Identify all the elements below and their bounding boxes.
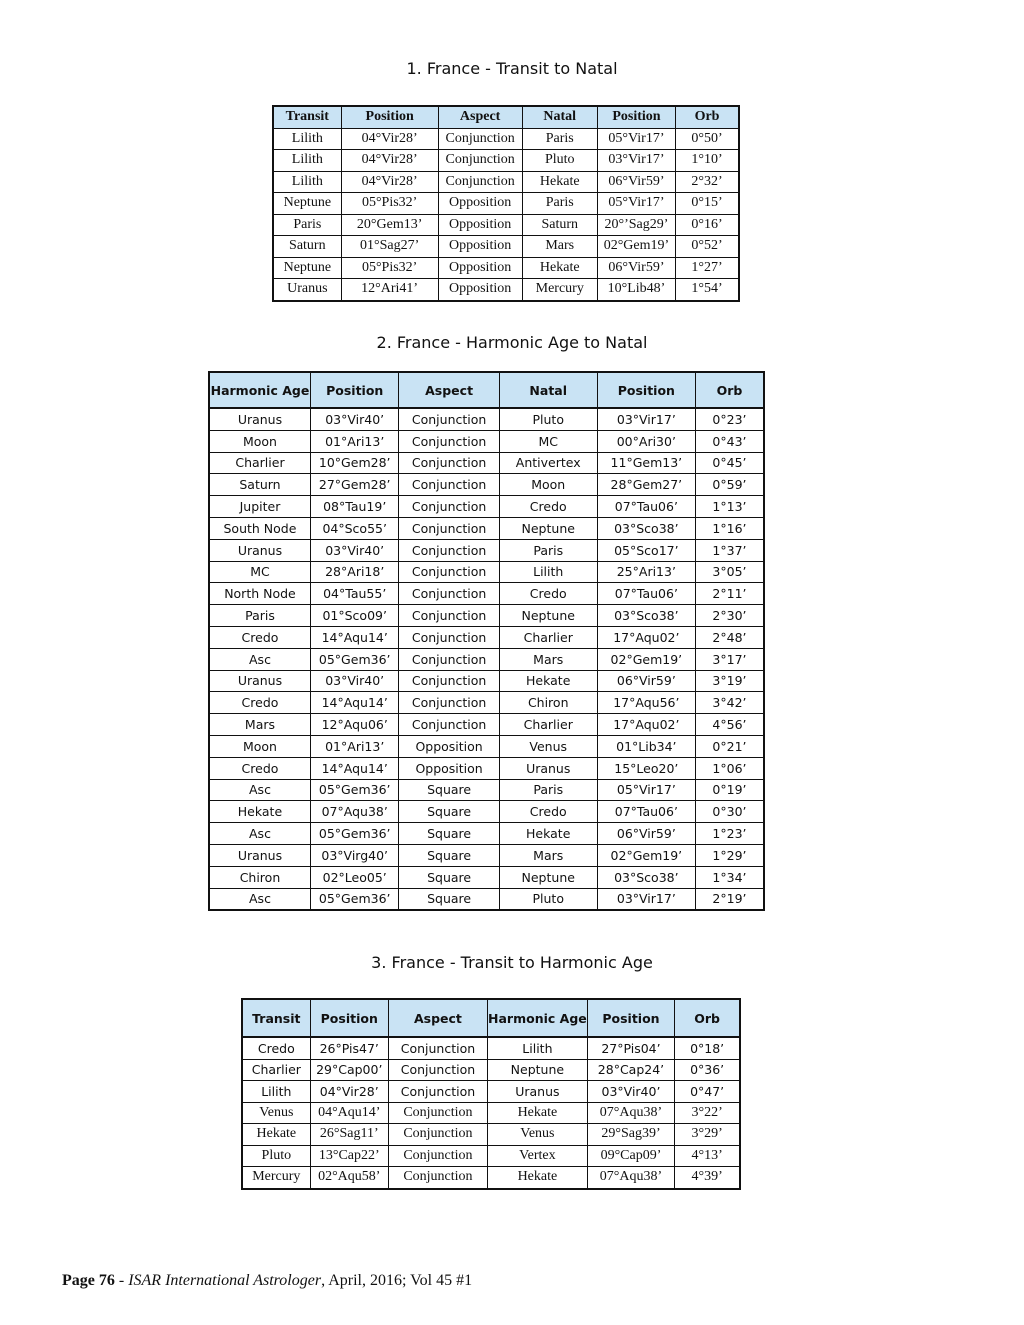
table-cell: 1°29’ bbox=[695, 844, 764, 866]
table-cell: 10°Lib48’ bbox=[597, 279, 675, 301]
table-cell: 4°13’ bbox=[675, 1145, 740, 1167]
table-cell: 1°37’ bbox=[695, 539, 764, 561]
table-cell: 05°Vir17’ bbox=[597, 128, 675, 150]
table-cell: 03°Vir17’ bbox=[597, 150, 675, 172]
table-cell: Neptune bbox=[273, 193, 341, 215]
table-cell: Hekate bbox=[522, 171, 597, 193]
table-cell: 05°Vir17’ bbox=[597, 193, 675, 215]
table-cell: Conjunction bbox=[388, 1037, 487, 1059]
table-cell: Chiron bbox=[499, 692, 597, 714]
table-cell: Lilith bbox=[242, 1081, 310, 1103]
table-row bbox=[209, 583, 764, 605]
table-cell: 0°45’ bbox=[695, 452, 764, 474]
table-cell: Venus bbox=[488, 1124, 588, 1146]
table-cell: Conjunction bbox=[399, 605, 499, 627]
table-cell: Hekate bbox=[499, 823, 597, 845]
table-cell: 02°Leo05’ bbox=[310, 866, 399, 888]
table-cell: 03°Sco38’ bbox=[597, 517, 695, 539]
table-cell: Neptune bbox=[488, 1059, 588, 1081]
table-cell: Moon bbox=[209, 430, 310, 452]
table-cell: 01°Sco09’ bbox=[310, 605, 399, 627]
table-cell: 05°Gem36’ bbox=[310, 888, 399, 910]
table-cell: 20°’Sag29’ bbox=[597, 214, 675, 236]
column-header: Harmonic Age bbox=[488, 999, 588, 1037]
table-header-row bbox=[209, 372, 764, 408]
column-header: Position bbox=[587, 999, 674, 1037]
table-cell: 01°Ari13’ bbox=[310, 430, 399, 452]
table-cell: 1°06’ bbox=[695, 757, 764, 779]
table-cell: Square bbox=[399, 779, 499, 801]
table-row bbox=[209, 517, 764, 539]
table-cell: Opposition bbox=[399, 757, 499, 779]
table-row bbox=[273, 150, 739, 172]
table-row bbox=[273, 193, 739, 215]
table-row bbox=[242, 1167, 740, 1189]
table-cell: 14°Aqu14’ bbox=[310, 626, 399, 648]
table-cell: 05°Gem36’ bbox=[310, 779, 399, 801]
table-row bbox=[242, 1037, 740, 1059]
table-cell: Conjunction bbox=[388, 1059, 487, 1081]
transit-to-harmonic-age-table bbox=[241, 998, 741, 1190]
table-row bbox=[209, 452, 764, 474]
publication-name: ISAR International Astrologer bbox=[128, 1272, 322, 1289]
table-cell: 0°23’ bbox=[695, 408, 764, 430]
table-cell: 04°Tau55’ bbox=[310, 583, 399, 605]
table-cell: Conjunction bbox=[399, 583, 499, 605]
table-cell: 03°Vir40’ bbox=[587, 1081, 674, 1103]
table-cell: Lilith bbox=[273, 171, 341, 193]
table-cell: 03°Sco38’ bbox=[597, 605, 695, 627]
table-cell: Mercury bbox=[522, 279, 597, 301]
table-cell: 28°Gem27’ bbox=[597, 474, 695, 496]
table-cell: Paris bbox=[522, 193, 597, 215]
footer-separator: - bbox=[114, 1272, 129, 1289]
table-cell: 07°Tau06’ bbox=[597, 496, 695, 518]
table-cell: Lilith bbox=[273, 150, 341, 172]
table-cell: 07°Aqu38’ bbox=[587, 1167, 674, 1189]
table-cell: Conjunction bbox=[399, 648, 499, 670]
table-cell: 02°Gem19’ bbox=[597, 648, 695, 670]
table-cell: Uranus bbox=[488, 1081, 588, 1103]
table-cell: Saturn bbox=[273, 236, 341, 258]
table-cell: 10°Gem28’ bbox=[310, 452, 399, 474]
table-cell: 4°56’ bbox=[695, 714, 764, 736]
table-cell: Pluto bbox=[242, 1145, 310, 1167]
table-cell: 03°Vir40’ bbox=[310, 408, 399, 430]
table-cell: 05°Sco17’ bbox=[597, 539, 695, 561]
table-cell: Credo bbox=[499, 496, 597, 518]
table-cell: Conjunction bbox=[388, 1102, 487, 1124]
table-row bbox=[209, 670, 764, 692]
table-cell: Hekate bbox=[242, 1124, 310, 1146]
table-cell: Moon bbox=[209, 735, 310, 757]
table-cell: Neptune bbox=[499, 605, 597, 627]
table-row bbox=[209, 430, 764, 452]
table-row bbox=[273, 279, 739, 301]
table-cell: 1°23’ bbox=[695, 823, 764, 845]
table-cell: Neptune bbox=[499, 517, 597, 539]
table-cell: Asc bbox=[209, 779, 310, 801]
table-cell: Hekate bbox=[488, 1167, 588, 1189]
table-cell: 28°Cap24’ bbox=[587, 1059, 674, 1081]
table-cell: 3°22’ bbox=[675, 1102, 740, 1124]
table-cell: 2°11’ bbox=[695, 583, 764, 605]
table-row bbox=[209, 605, 764, 627]
table-cell: 20°Gem13’ bbox=[341, 214, 438, 236]
table-cell: 03°Vir17’ bbox=[597, 888, 695, 910]
table-cell: Conjunction bbox=[399, 626, 499, 648]
table-cell: Uranus bbox=[209, 408, 310, 430]
table-cell: 14°Aqu14’ bbox=[310, 757, 399, 779]
table-cell: MC bbox=[499, 430, 597, 452]
table-cell: 05°Gem36’ bbox=[310, 823, 399, 845]
table-cell: 07°Aqu38’ bbox=[587, 1102, 674, 1124]
table-cell: 29°Cap00’ bbox=[310, 1059, 388, 1081]
table-cell: MC bbox=[209, 561, 310, 583]
table-cell: 27°Gem28’ bbox=[310, 474, 399, 496]
table-cell: 12°Ari41’ bbox=[341, 279, 438, 301]
table-cell: Conjunction bbox=[399, 474, 499, 496]
table-cell: 3°19’ bbox=[695, 670, 764, 692]
table-cell: 17°Aqu02’ bbox=[597, 626, 695, 648]
table-cell: Hekate bbox=[499, 670, 597, 692]
table-row bbox=[242, 1145, 740, 1167]
table-row bbox=[209, 648, 764, 670]
table-row bbox=[242, 1081, 740, 1103]
column-header: Natal bbox=[522, 106, 597, 128]
table-cell: 4°39’ bbox=[675, 1167, 740, 1189]
table-cell: Lilith bbox=[499, 561, 597, 583]
table-cell: Conjunction bbox=[399, 539, 499, 561]
table-cell: 0°52’ bbox=[676, 236, 739, 258]
table-cell: Pluto bbox=[499, 408, 597, 430]
table-cell: 04°Aqu14’ bbox=[310, 1102, 388, 1124]
table-cell: Mars bbox=[522, 236, 597, 258]
table-row bbox=[209, 539, 764, 561]
table-cell: 28°Ari18’ bbox=[310, 561, 399, 583]
table-cell: Conjunction bbox=[388, 1167, 487, 1189]
table-row bbox=[209, 866, 764, 888]
table-cell: 17°Aqu56’ bbox=[597, 692, 695, 714]
table-cell: 2°30’ bbox=[695, 605, 764, 627]
table-cell: Venus bbox=[242, 1102, 310, 1124]
table-cell: Square bbox=[399, 866, 499, 888]
table-cell: Hekate bbox=[209, 801, 310, 823]
table-cell: Uranus bbox=[209, 539, 310, 561]
table-cell: Moon bbox=[499, 474, 597, 496]
table-cell: Conjunction bbox=[399, 430, 499, 452]
table-cell: Opposition bbox=[438, 236, 522, 258]
table-cell: Uranus bbox=[273, 279, 341, 301]
table-cell: 05°Gem36’ bbox=[310, 648, 399, 670]
table-cell: Credo bbox=[209, 692, 310, 714]
table-row bbox=[209, 888, 764, 910]
column-header: Aspect bbox=[388, 999, 487, 1037]
table-cell: 12°Aqu06’ bbox=[310, 714, 399, 736]
table-cell: 02°Gem19’ bbox=[597, 844, 695, 866]
table-row bbox=[209, 692, 764, 714]
table-cell: 01°Sag27’ bbox=[341, 236, 438, 258]
table-cell: Conjunction bbox=[399, 714, 499, 736]
table-cell: 1°13’ bbox=[695, 496, 764, 518]
table-cell: Pluto bbox=[499, 888, 597, 910]
table-cell: 15°Leo20’ bbox=[597, 757, 695, 779]
table-cell: Square bbox=[399, 801, 499, 823]
table-cell: 06°Vir59’ bbox=[597, 171, 675, 193]
table-cell: 1°54’ bbox=[676, 279, 739, 301]
table-cell: 07°Aqu38’ bbox=[310, 801, 399, 823]
table-cell: 09°Cap09’ bbox=[587, 1145, 674, 1167]
table-cell: Pluto bbox=[522, 150, 597, 172]
table-cell: Paris bbox=[522, 128, 597, 150]
table-row bbox=[209, 714, 764, 736]
column-header: Aspect bbox=[438, 106, 522, 128]
table-cell: 06°Vir59’ bbox=[597, 823, 695, 845]
table-cell: Lilith bbox=[488, 1037, 588, 1059]
table-cell: 03°Sco38’ bbox=[597, 866, 695, 888]
table-cell: Mars bbox=[499, 648, 597, 670]
table-cell: North Node bbox=[209, 583, 310, 605]
table-cell: 1°34’ bbox=[695, 866, 764, 888]
section-2-heading: 2. France - Harmonic Age to Natal bbox=[376, 333, 648, 352]
table-cell: Conjunction bbox=[399, 496, 499, 518]
table-cell: Credo bbox=[209, 757, 310, 779]
table-row bbox=[209, 496, 764, 518]
table-cell: Conjunction bbox=[399, 408, 499, 430]
column-header: Orb bbox=[675, 999, 740, 1037]
table-cell: Saturn bbox=[522, 214, 597, 236]
table-cell: Paris bbox=[499, 779, 597, 801]
table-row bbox=[273, 171, 739, 193]
table-cell: 04°Vir28’ bbox=[310, 1081, 388, 1103]
table-cell: Conjunction bbox=[399, 517, 499, 539]
table-header-row bbox=[242, 999, 740, 1037]
table-row bbox=[209, 626, 764, 648]
table-cell: 07°Tau06’ bbox=[597, 801, 695, 823]
table-cell: Conjunction bbox=[438, 150, 522, 172]
table-cell: Asc bbox=[209, 823, 310, 845]
table-cell: 03°Vir40’ bbox=[310, 539, 399, 561]
table-row bbox=[209, 779, 764, 801]
column-header: Natal bbox=[499, 372, 597, 408]
table-row bbox=[209, 823, 764, 845]
table-cell: Charlier bbox=[499, 714, 597, 736]
table-row bbox=[209, 757, 764, 779]
table-cell: Charlier bbox=[499, 626, 597, 648]
table-cell: Square bbox=[399, 844, 499, 866]
table-cell: 27°Pis04’ bbox=[587, 1037, 674, 1059]
column-header: Position bbox=[341, 106, 438, 128]
table-cell: 07°Tau06’ bbox=[597, 583, 695, 605]
table-cell: 01°Ari13’ bbox=[310, 735, 399, 757]
table-cell: Opposition bbox=[438, 193, 522, 215]
table-row bbox=[273, 236, 739, 258]
table-cell: Conjunction bbox=[399, 561, 499, 583]
table-cell: 02°Gem19’ bbox=[597, 236, 675, 258]
table-cell: Conjunction bbox=[388, 1081, 487, 1103]
table-cell: 1°16’ bbox=[695, 517, 764, 539]
column-header: Position bbox=[597, 372, 695, 408]
table-cell: 0°36’ bbox=[675, 1059, 740, 1081]
table-cell: Mars bbox=[499, 844, 597, 866]
table-cell: Conjunction bbox=[438, 171, 522, 193]
table-cell: 1°10’ bbox=[676, 150, 739, 172]
table-row bbox=[209, 408, 764, 430]
table-cell: 0°16’ bbox=[676, 214, 739, 236]
table-row bbox=[209, 474, 764, 496]
table-cell: 0°59’ bbox=[695, 474, 764, 496]
table-cell: Square bbox=[399, 888, 499, 910]
table-cell: 05°Vir17’ bbox=[597, 779, 695, 801]
table-cell: Hekate bbox=[488, 1102, 588, 1124]
table-cell: 3°17’ bbox=[695, 648, 764, 670]
table-cell: 03°Vir17’ bbox=[597, 408, 695, 430]
section-3-heading: 3. France - Transit to Harmonic Age bbox=[371, 953, 653, 972]
table-cell: 06°Vir59’ bbox=[597, 670, 695, 692]
table-cell: 0°18’ bbox=[675, 1037, 740, 1059]
table-row bbox=[209, 844, 764, 866]
table-cell: 0°15’ bbox=[676, 193, 739, 215]
table-cell: 25°Ari13’ bbox=[597, 561, 695, 583]
table-cell: 03°Virg40’ bbox=[310, 844, 399, 866]
table-cell: Neptune bbox=[273, 257, 341, 279]
column-header: Harmonic Age bbox=[209, 372, 310, 408]
table-cell: Vertex bbox=[488, 1145, 588, 1167]
table-header-row bbox=[273, 106, 739, 128]
table-cell: 13°Cap22’ bbox=[310, 1145, 388, 1167]
table-cell: 2°32’ bbox=[676, 171, 739, 193]
table-cell: Conjunction bbox=[399, 670, 499, 692]
table-cell: Opposition bbox=[438, 257, 522, 279]
table-cell: 0°43’ bbox=[695, 430, 764, 452]
table-row bbox=[209, 561, 764, 583]
table-cell: Asc bbox=[209, 888, 310, 910]
table-cell: 0°21’ bbox=[695, 735, 764, 757]
table-cell: 04°Sco55’ bbox=[310, 517, 399, 539]
table-cell: Hekate bbox=[522, 257, 597, 279]
table-cell: Opposition bbox=[438, 214, 522, 236]
table-row bbox=[242, 1102, 740, 1124]
table-cell: Charlier bbox=[242, 1059, 310, 1081]
table-cell: 2°48’ bbox=[695, 626, 764, 648]
table-cell: Credo bbox=[499, 801, 597, 823]
table-cell: Venus bbox=[499, 735, 597, 757]
column-header: Position bbox=[310, 372, 399, 408]
page-footer bbox=[62, 1272, 472, 1290]
table-cell: 11°Gem13’ bbox=[597, 452, 695, 474]
table-cell: Saturn bbox=[209, 474, 310, 496]
column-header: Position bbox=[597, 106, 675, 128]
table-cell: Chiron bbox=[209, 866, 310, 888]
table-cell: Conjunction bbox=[388, 1124, 487, 1146]
table-cell: 04°Vir28’ bbox=[341, 128, 438, 150]
table-cell: Credo bbox=[242, 1037, 310, 1059]
table-cell: Mars bbox=[209, 714, 310, 736]
table-cell: 04°Vir28’ bbox=[341, 171, 438, 193]
table-cell: Credo bbox=[499, 583, 597, 605]
table-cell: Lilith bbox=[273, 128, 341, 150]
table-cell: Paris bbox=[209, 605, 310, 627]
table-cell: Uranus bbox=[209, 670, 310, 692]
table-cell: 14°Aqu14’ bbox=[310, 692, 399, 714]
table-cell: Uranus bbox=[499, 757, 597, 779]
table-cell: Uranus bbox=[209, 844, 310, 866]
table-cell: 29°Sag39’ bbox=[587, 1124, 674, 1146]
transit-to-natal-table bbox=[272, 105, 740, 302]
table-cell: 0°30’ bbox=[695, 801, 764, 823]
column-header: Position bbox=[310, 999, 388, 1037]
table-cell: 0°50’ bbox=[676, 128, 739, 150]
table-row bbox=[242, 1059, 740, 1081]
table-cell: South Node bbox=[209, 517, 310, 539]
table-cell: Jupiter bbox=[209, 496, 310, 518]
table-cell: Charlier bbox=[209, 452, 310, 474]
table-cell: 02°Aqu58’ bbox=[310, 1167, 388, 1189]
table-cell: 05°Pis32’ bbox=[341, 193, 438, 215]
table-cell: Square bbox=[399, 823, 499, 845]
table-cell: 1°27’ bbox=[676, 257, 739, 279]
table-cell: Conjunction bbox=[399, 692, 499, 714]
table-cell: 17°Aqu02’ bbox=[597, 714, 695, 736]
table-cell: 04°Vir28’ bbox=[341, 150, 438, 172]
table-cell: Opposition bbox=[438, 279, 522, 301]
table-row bbox=[273, 257, 739, 279]
table-cell: Paris bbox=[273, 214, 341, 236]
table-cell: 0°47’ bbox=[675, 1081, 740, 1103]
table-cell: 08°Tau19’ bbox=[310, 496, 399, 518]
table-cell: Antivertex bbox=[499, 452, 597, 474]
issue-info: , April, 2016; Vol 45 #1 bbox=[321, 1272, 473, 1289]
harmonic-age-to-natal-table bbox=[208, 371, 765, 911]
table-cell: Neptune bbox=[499, 866, 597, 888]
table-cell: 3°29’ bbox=[675, 1124, 740, 1146]
table-cell: 0°19’ bbox=[695, 779, 764, 801]
table-cell: 00°Ari30’ bbox=[597, 430, 695, 452]
table-cell: Conjunction bbox=[388, 1145, 487, 1167]
page-number: Page 76 bbox=[62, 1272, 115, 1289]
table-cell: 01°Lib34’ bbox=[597, 735, 695, 757]
table-row bbox=[273, 128, 739, 150]
table-row bbox=[273, 214, 739, 236]
table-cell: Conjunction bbox=[399, 452, 499, 474]
table-row bbox=[209, 801, 764, 823]
table-cell: 05°Pis32’ bbox=[341, 257, 438, 279]
table-cell: Conjunction bbox=[438, 128, 522, 150]
column-header: Orb bbox=[676, 106, 739, 128]
table-cell: Credo bbox=[209, 626, 310, 648]
table-cell: 2°19’ bbox=[695, 888, 764, 910]
column-header: Aspect bbox=[399, 372, 499, 408]
table-row bbox=[209, 735, 764, 757]
table-cell: Opposition bbox=[399, 735, 499, 757]
table-cell: Mercury bbox=[242, 1167, 310, 1189]
table-cell: 26°Pis47’ bbox=[310, 1037, 388, 1059]
table-cell: Paris bbox=[499, 539, 597, 561]
table-cell: Asc bbox=[209, 648, 310, 670]
table-cell: 03°Vir40’ bbox=[310, 670, 399, 692]
table-cell: 3°42’ bbox=[695, 692, 764, 714]
column-header: Orb bbox=[695, 372, 764, 408]
column-header: Transit bbox=[242, 999, 310, 1037]
table-row bbox=[242, 1124, 740, 1146]
section-1-heading: 1. France - Transit to Natal bbox=[406, 59, 618, 78]
column-header: Transit bbox=[273, 106, 341, 128]
table-cell: 26°Sag11’ bbox=[310, 1124, 388, 1146]
table-cell: 06°Vir59’ bbox=[597, 257, 675, 279]
table-cell: 3°05’ bbox=[695, 561, 764, 583]
